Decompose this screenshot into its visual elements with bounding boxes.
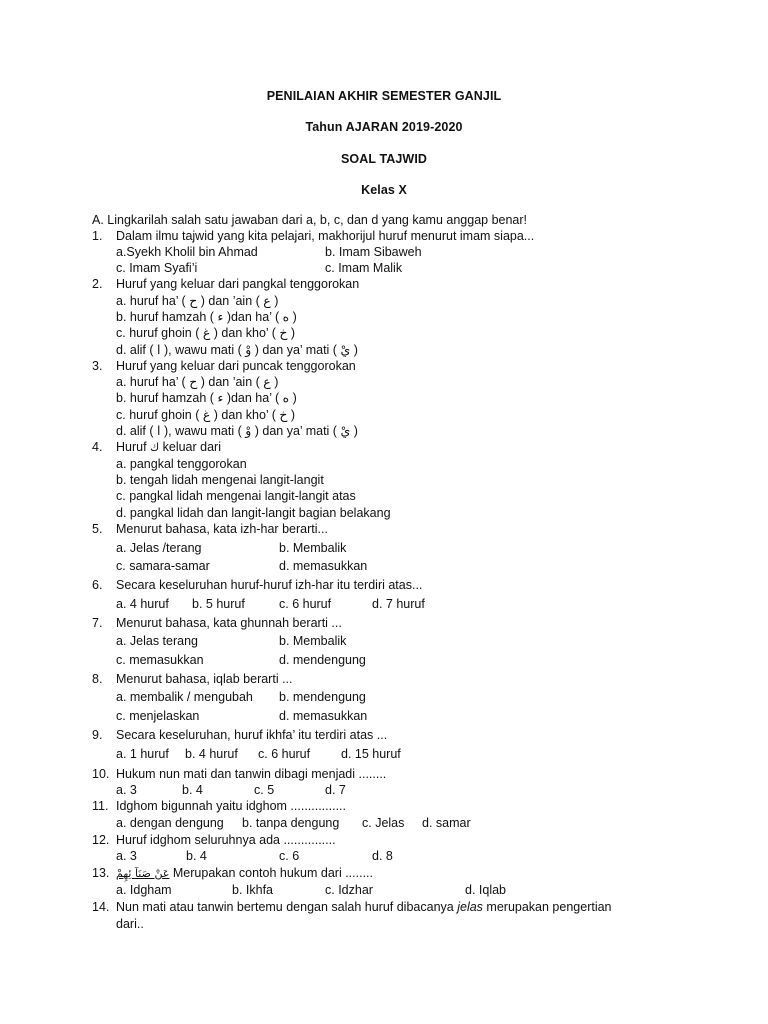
option-a: a. Idgham xyxy=(116,883,172,897)
question-number: 5. xyxy=(92,522,103,536)
question-text: Menurut bahasa, kata izh-har berarti... xyxy=(116,522,328,536)
option-a: a. 1 huruf xyxy=(116,747,169,761)
option-d: d. memasukkan xyxy=(279,559,368,573)
question-text: Menurut bahasa, kata ghunnah berarti ... xyxy=(116,616,342,630)
question-text: Dalam ilmu tajwid yang kita pelajari, makhorijul huruf menurut imam siapa... xyxy=(116,229,535,243)
option-b: b. huruf hamzah ( ء )dan ha’ ( ه ) xyxy=(116,310,297,324)
class-level: Kelas X xyxy=(361,183,407,197)
instruction-text: A. Lingkarilah salah satu jawaban dari a, b, c, dan d yang kamu anggap benar! xyxy=(92,213,528,227)
arabic-letter: ك xyxy=(150,441,160,454)
question-number: 9. xyxy=(92,728,103,742)
option-c: c. memasukkan xyxy=(116,653,204,667)
option-c: c. 5 xyxy=(254,783,275,797)
option-c: c. huruf ghoin ( غ ) dan kho’ ( خ ) xyxy=(116,326,296,340)
option-c: c. pangkal lidah mengenai langit-langit atas xyxy=(116,489,356,503)
question-number: 3. xyxy=(92,359,103,373)
option-b: b. tanpa dengung xyxy=(242,816,340,830)
question-number: 4. xyxy=(92,440,103,454)
option-a: a. pangkal tenggorokan xyxy=(116,457,247,471)
question-number: 8. xyxy=(92,672,103,686)
option-a: a. Jelas /terang xyxy=(116,541,202,555)
question-number: 1. xyxy=(92,229,103,243)
option-d: d. memasukkan xyxy=(279,709,368,723)
option-b: b. 4 xyxy=(186,849,207,863)
option-b: b. 4 xyxy=(182,783,203,797)
question-text: Huruf yang keluar dari puncak tenggorokan xyxy=(116,359,356,373)
option-c: c. huruf ghoin ( غ ) dan kho’ ( خ ) xyxy=(116,408,296,422)
question-text: Idghom bigunnah yaitu idghom ................ xyxy=(116,799,346,813)
option-c: c. samara-samar xyxy=(116,559,210,573)
option-d: d. alif ( ا ), wawu mati ( وْ ) dan ya’ mati ( يْ ) xyxy=(116,343,358,357)
question-text-post: keluar dari xyxy=(162,440,221,454)
option-d: d. alif ( ا ), wawu mati ( وْ ) dan ya’ mati ( يْ ) xyxy=(116,424,358,438)
question-text-post: Merupakan contoh hukum dari ........ xyxy=(172,866,373,880)
option-a: a. membalik / mengubah xyxy=(116,690,253,704)
option-d: d. 8 xyxy=(372,849,393,863)
question-text-post: merupakan pengertian xyxy=(486,900,612,914)
question-number: 14. xyxy=(92,900,110,914)
option-c: c. 6 xyxy=(279,849,300,863)
question-text xyxy=(116,900,612,915)
option-d: d. mendengung xyxy=(279,653,366,667)
exam-title: PENILAIAN AKHIR SEMESTER GANJIL xyxy=(266,89,502,103)
option-a: a. 3 xyxy=(116,783,137,797)
question-text-italic: jelas xyxy=(457,900,483,914)
option-b: b. Membalik xyxy=(279,541,347,555)
question-number: 10. xyxy=(92,767,110,781)
option-c: c. Imam Syafi’i xyxy=(116,261,198,275)
option-a: a. dengan dengung xyxy=(116,816,224,830)
option-c: c. 6 huruf xyxy=(258,747,311,761)
question-text xyxy=(116,866,373,881)
question-text: Huruf yang keluar dari pangkal tenggorokan xyxy=(116,277,360,291)
question-number: 6. xyxy=(92,578,103,592)
option-a: a. 3 xyxy=(116,849,137,863)
option-d: d. 7 xyxy=(325,783,346,797)
option-d: d. 15 huruf xyxy=(341,747,401,761)
option-d: d. Iqlab xyxy=(465,883,507,897)
academic-year: Tahun AJARAN 2019-2020 xyxy=(305,120,463,134)
option-d: d. pangkal lidah dan langit-langit bagian belakang xyxy=(116,506,391,520)
question-text: Menurut bahasa, iqlab berarti ... xyxy=(116,672,293,686)
question-text: Secara keseluruhan huruf-huruf izh-har itu terdiri atas... xyxy=(116,578,423,592)
option-c: c. Jelas xyxy=(362,816,405,830)
option-c: c. Idzhar xyxy=(325,883,373,897)
option-a: a. 4 huruf xyxy=(116,597,169,611)
option-a: a. Jelas terang xyxy=(116,634,198,648)
question-text: Secara keseluruhan, huruf ikhfa’ itu terdiri atas ... xyxy=(116,728,388,742)
option-a: a. huruf ha’ ( ح ) dan ’ain ( ع ) xyxy=(116,375,279,389)
question-text-pre: Huruf xyxy=(116,440,147,454)
question-number: 2. xyxy=(92,277,103,291)
question-text: Huruf idghom seluruhnya ada ............... xyxy=(116,833,336,847)
question-text-pre: Nun mati atau tanwin bertemu dengan salah huruf dibacanya xyxy=(116,900,454,914)
option-c: c. 6 huruf xyxy=(279,597,332,611)
question-text xyxy=(116,440,221,455)
option-d: c. Imam Malik xyxy=(325,261,403,275)
arabic-example: عَنْ صَنَآ ئِهِمْ xyxy=(116,867,170,880)
option-a: a.Syekh Kholil bin Ahmad xyxy=(116,245,258,259)
option-d: d. 7 huruf xyxy=(372,597,425,611)
question-number: 7. xyxy=(92,616,103,630)
option-b: b. 4 huruf xyxy=(185,747,238,761)
option-b: b. Ikhfa xyxy=(232,883,273,897)
question-number: 12. xyxy=(92,833,110,847)
question-text-continued: dari.. xyxy=(116,917,144,931)
option-b: b. huruf hamzah ( ء )dan ha’ ( ه ) xyxy=(116,391,297,405)
option-a: a. huruf ha’ ( ح ) dan ’ain ( ع ) xyxy=(116,294,279,308)
question-number: 13. xyxy=(92,866,110,880)
option-b: b. mendengung xyxy=(279,690,366,704)
exam-subject: SOAL TAJWID xyxy=(340,152,428,166)
option-c: c. menjelaskan xyxy=(116,709,200,723)
option-b: b. tengah lidah mengenai langit-langit xyxy=(116,473,324,487)
option-d: d. samar xyxy=(422,816,471,830)
question-text: Hukum nun mati dan tanwin dibagi menjadi ........ xyxy=(116,767,387,781)
option-b: b. Membalik xyxy=(279,634,347,648)
question-number: 11. xyxy=(92,799,109,813)
option-b: b. 5 huruf xyxy=(192,597,245,611)
option-b: b. Imam Sibaweh xyxy=(325,245,422,259)
